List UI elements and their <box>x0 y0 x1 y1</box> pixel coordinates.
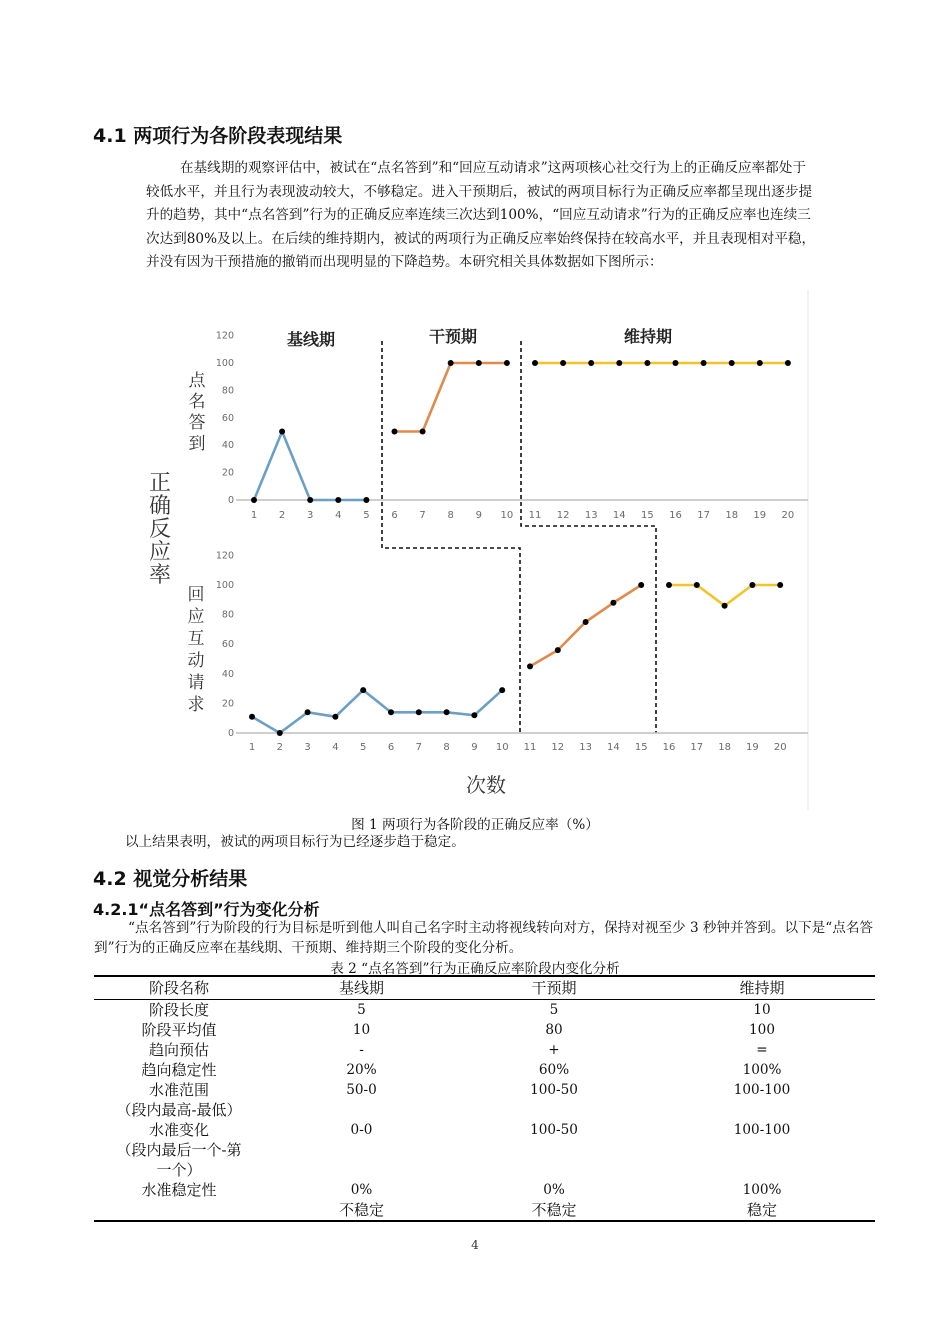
data-point <box>785 360 791 366</box>
x-tick-label: 10 <box>500 510 514 521</box>
x-tick-label: 14 <box>612 510 626 521</box>
table-cell: 不稳定 <box>338 1201 384 1219</box>
figure-1-chart <box>140 290 810 810</box>
data-point <box>476 360 482 366</box>
x-tick-label: 13 <box>579 742 592 753</box>
data-point <box>532 360 538 366</box>
data-point <box>444 709 450 715</box>
x-tick-label: 5 <box>360 742 367 753</box>
y-tick-label: 60 <box>221 412 234 424</box>
table-cell: + <box>548 1042 560 1058</box>
table-cell: 100% <box>742 1182 782 1198</box>
y-tick-label: 60 <box>221 639 234 651</box>
data-point <box>583 619 589 625</box>
row-label: 阶段长度 <box>148 1001 209 1019</box>
table-cell: 100-100 <box>733 1082 791 1098</box>
table-header-cell: 阶段名称 <box>94 976 264 1000</box>
y-tick-label: 80 <box>221 609 234 621</box>
table-cell: 50-0 <box>346 1082 377 1098</box>
x-tick-label: 17 <box>697 510 710 521</box>
x-tick-label: 17 <box>690 742 704 753</box>
table-cell: 20% <box>346 1062 377 1078</box>
data-point <box>279 429 285 435</box>
series-line-2-phase-1 <box>252 690 502 733</box>
x-tick-label: 4 <box>335 510 342 521</box>
data-point <box>616 360 622 366</box>
row-label: 趋向稳定性 <box>141 1061 217 1079</box>
table-cell: 0% <box>543 1182 565 1198</box>
data-point <box>757 360 763 366</box>
table-header-cell: 干预期 <box>459 976 649 1000</box>
data-point <box>638 582 644 588</box>
table-caption: 表 2 “点名答到”行为正确反应率阶段内变化分析 <box>330 961 620 977</box>
data-point <box>448 360 454 366</box>
phase-divider-2 <box>521 341 656 733</box>
x-tick-label: 8 <box>443 742 450 753</box>
x-tick-label: 20 <box>781 510 795 521</box>
phase-label-baseline: 基线期 <box>286 330 336 349</box>
data-point <box>722 603 728 609</box>
data-point <box>471 712 477 718</box>
data-point <box>588 360 594 366</box>
y-tick-label: 100 <box>215 358 234 369</box>
y-tick-label: 0 <box>227 495 234 506</box>
table-header-cell: 维持期 <box>649 976 875 1000</box>
x-tick-label: 15 <box>634 742 648 753</box>
data-point <box>305 709 311 715</box>
data-point <box>392 429 398 435</box>
x-tick-label: 9 <box>475 510 482 521</box>
table-cell: 60% <box>538 1062 570 1078</box>
x-tick-label: 8 <box>447 510 454 521</box>
x-tick-label: 15 <box>641 510 654 521</box>
table-cell: 100-50 <box>530 1122 578 1138</box>
table-cell: 5 <box>357 1002 366 1018</box>
x-tick-label: 3 <box>307 510 314 521</box>
row-sublabel: （段内最后一个-第一个） <box>116 1141 242 1179</box>
x-tick-label: 18 <box>725 510 739 521</box>
table-row <box>94 1080 875 1120</box>
table-cell: 0-0 <box>350 1122 373 1138</box>
x-tick-label: 6 <box>391 510 398 521</box>
x-tick-label: 20 <box>773 742 787 753</box>
table-cell: = <box>756 1042 768 1058</box>
x-tick-label: 10 <box>495 742 509 753</box>
y-tick-label: 20 <box>221 698 234 710</box>
data-point <box>420 429 426 435</box>
table-cell: 0% <box>350 1182 373 1198</box>
data-point <box>307 497 313 503</box>
table-cell: 100% <box>742 1062 782 1078</box>
table-cell: 100-100 <box>733 1122 791 1138</box>
data-point <box>332 714 338 720</box>
series-line-1-phase-1 <box>254 432 366 501</box>
table-cell: 10 <box>753 1002 771 1018</box>
table-cell: - <box>359 1042 364 1058</box>
series-line-2-phase-2 <box>530 585 641 666</box>
y-tick-label: 40 <box>221 440 234 452</box>
table-cell: 不稳定 <box>531 1201 577 1219</box>
table-cell: 10 <box>352 1022 371 1038</box>
data-point <box>701 360 707 366</box>
y-axis-label: 正确反应率 <box>148 471 172 588</box>
x-tick-label: 11 <box>528 510 542 521</box>
data-point <box>251 497 257 503</box>
x-tick-label: 1 <box>250 510 258 521</box>
y-tick-label: 120 <box>215 550 234 562</box>
data-point <box>729 360 735 366</box>
table-cell: 5 <box>549 1002 559 1018</box>
x-tick-label: 16 <box>662 742 676 753</box>
table-cell: 100 <box>749 1022 775 1038</box>
row-label: 水准稳定性 <box>141 1181 217 1199</box>
table-cell: 稳定 <box>746 1201 777 1219</box>
table-header-row <box>94 976 875 1000</box>
x-tick-label: 1 <box>248 742 256 753</box>
row-label: 趋向预估 <box>148 1041 209 1059</box>
section-title-4-2: 4.2 视觉分析结果 <box>93 868 248 890</box>
data-point <box>644 360 650 366</box>
section-4-1-paragraph: 在基线期的观察评估中，被试在“点名答到”和“回应互动请求”这两项核心社交行为上的正确反应率都处于较低水平，并且行为表现波动较大，不够稳定。进入干预期后，被试的两项目标行为正确反应率都呈现出逐步提升的趋势，其中“点名答到”行为的正确反应率连续三次达到100%，“回应互动请求”行为的正确反应率也连续三次达到80%及以上。在后续的维持期内，被试的两项行为正确反应率始终保持在较高水平，并且表现相对平稳，并没有因为干预措施的撤销而出现明显的下降趋势。本研究相关具体数据如下图所示： <box>146 160 816 271</box>
row-sublabel: （段内最高-最低） <box>116 1101 242 1119</box>
data-point <box>694 582 700 588</box>
data-point <box>416 709 422 715</box>
section-title-4-1: 4.1 两项行为各阶段表现结果 <box>93 125 343 147</box>
stage-analysis-table <box>94 975 875 1222</box>
x-tick-label: 5 <box>363 510 370 521</box>
x-tick-label: 2 <box>276 742 283 753</box>
section-title-4-2-1: 4.2.1“点名答到”行为变化分析 <box>93 900 320 919</box>
table-row <box>94 1040 875 1060</box>
table-row <box>94 1060 875 1080</box>
table-row <box>94 1120 875 1180</box>
section-4-2-1-paragraph: “点名答到”行为阶段的行为目标是听到他人叫自己名字时主动将视线转向对方，保持对视至少 3 秒钟并答到。以下是“点名答到”行为的正确反应率在基线期、干预期、维持期三个阶段的变化分析。 <box>94 920 874 956</box>
x-tick-label: 19 <box>753 510 767 521</box>
x-tick-label: 4 <box>332 742 339 753</box>
data-point <box>335 497 341 503</box>
phase-divider-1 <box>382 341 520 733</box>
phase-label-maintenance: 维持期 <box>623 327 673 346</box>
data-point <box>504 360 510 366</box>
table-header-cell: 基线期 <box>264 976 459 1000</box>
panel-2-label: 回应互动请求 <box>187 585 205 715</box>
page-number: 4 <box>471 1238 479 1252</box>
panel-1-label: 点名答到 <box>188 371 206 454</box>
y-tick-label: 100 <box>215 580 234 591</box>
figure-caption: 图 1 两项行为各阶段的正确反应率（%） <box>351 817 599 833</box>
table-row <box>94 1020 875 1040</box>
y-tick-label: 0 <box>227 728 234 739</box>
data-point <box>360 687 366 693</box>
x-axis-label: 次数 <box>466 773 506 797</box>
x-tick-label: 14 <box>607 742 620 753</box>
data-point <box>363 497 369 503</box>
x-tick-label: 7 <box>419 510 426 521</box>
y-tick-label: 120 <box>215 330 234 342</box>
x-tick-label: 13 <box>584 510 598 521</box>
x-tick-label: 12 <box>551 742 565 753</box>
phase-label-intervention: 干预期 <box>428 327 478 346</box>
data-point <box>749 582 755 588</box>
data-point <box>673 360 679 366</box>
data-point <box>555 647 561 653</box>
data-point <box>560 360 566 366</box>
data-point <box>610 600 616 606</box>
x-tick-label: 11 <box>523 742 537 753</box>
y-tick-label: 20 <box>221 467 234 479</box>
table-row <box>94 1180 875 1221</box>
x-tick-label: 18 <box>718 742 731 753</box>
table-cell: 80 <box>545 1022 563 1038</box>
data-point <box>499 687 505 693</box>
x-tick-label: 16 <box>669 510 682 521</box>
table-cell: 100-50 <box>530 1082 578 1098</box>
after-figure-text: 以上结果表明，被试的两项目标行为已经逐步趋于稳定。 <box>125 834 465 850</box>
x-tick-label: 2 <box>278 510 286 521</box>
y-tick-label: 80 <box>221 385 234 397</box>
x-tick-label: 19 <box>746 742 759 753</box>
series-line-1-phase-2 <box>395 363 507 432</box>
table-row <box>94 1000 875 1021</box>
data-point <box>666 582 672 588</box>
data-point <box>249 714 255 720</box>
x-tick-label: 7 <box>415 742 422 753</box>
x-tick-label: 3 <box>304 742 311 753</box>
series-line-2-phase-3 <box>669 585 780 606</box>
row-label: 水准变化 <box>148 1121 209 1139</box>
y-tick-label: 40 <box>221 668 234 680</box>
data-point <box>777 582 783 588</box>
data-point <box>527 663 533 669</box>
x-tick-label: 9 <box>471 742 478 753</box>
data-point <box>388 709 394 715</box>
data-point <box>277 730 283 736</box>
x-tick-label: 12 <box>556 510 570 521</box>
x-tick-label: 6 <box>387 742 395 753</box>
row-label: 水准范围 <box>148 1081 209 1099</box>
row-label: 阶段平均值 <box>141 1021 217 1039</box>
